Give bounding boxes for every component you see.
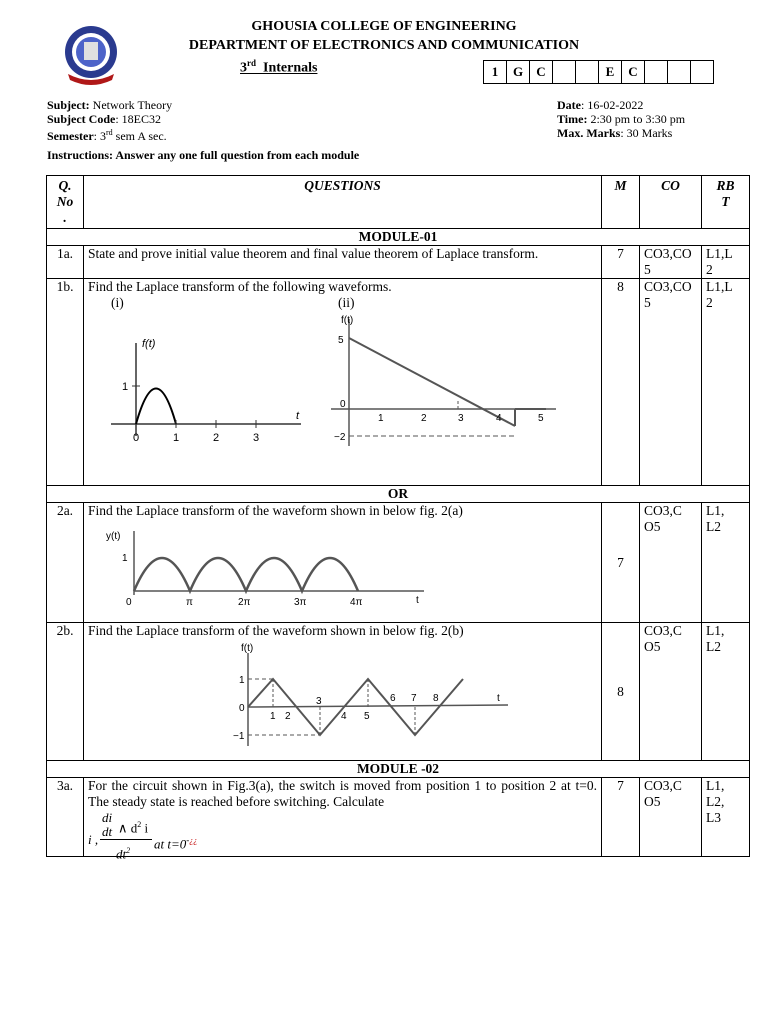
fig-2b-xtick: 1 (270, 711, 276, 722)
question-text: Find the Laplace transform of the following waveforms. (88, 279, 392, 294)
fig-ii-xtick: 2 (421, 413, 427, 424)
fig-2b-xtick: 8 (433, 693, 439, 704)
eq-i: i , (88, 832, 99, 847)
eq-num: di (102, 810, 113, 825)
question-number: 1a. (47, 246, 84, 279)
fig-i-xtick: 3 (253, 432, 260, 444)
question-row-1a (47, 246, 750, 279)
question-text: Find the Laplace transform of the waveform shown in below fig. 2(a) (88, 503, 463, 518)
exam-meta-right: Date: 16-02-2022 Time: 2:30 pm to 3:30 pm Max. Marks: 30 Marks (557, 98, 686, 140)
question-marks: 8 (602, 279, 640, 486)
fig-2a-xtick: 0 (126, 597, 132, 608)
question-co: CO3,CO 5 (640, 279, 702, 486)
fig-2a-xtick: 4π (350, 597, 363, 608)
fig-2b-ylabel: f(t) (241, 643, 254, 654)
fig-i-xtick: 0 (133, 432, 140, 444)
fig-2b-ytick: 1 (239, 675, 245, 686)
question-number: 2b. (47, 623, 84, 761)
question-marks: 7 (602, 503, 640, 623)
waveform-figure-2a (104, 523, 434, 608)
question-co: CO3,C O5 (640, 623, 702, 761)
fig-2b-xlabel: t (497, 693, 500, 704)
questions-table (46, 175, 750, 862)
or-divider: OR (47, 486, 750, 503)
module-heading: MODULE-01 (47, 229, 750, 246)
question-rbt: L1, L2 (702, 503, 750, 623)
question-content (84, 778, 602, 862)
usn-box (691, 61, 714, 84)
fig-2a-xtick: 2π (238, 597, 251, 608)
fig-i-ylabel: f(t) (142, 338, 156, 350)
eq-and: ∧ $d^2$ i (118, 820, 149, 836)
question-row-2b (47, 623, 750, 761)
question-rbt: L1,L 2 (702, 246, 750, 279)
question-number: 1b. (47, 279, 84, 486)
question-content (84, 503, 602, 623)
eq-fraction-bar (100, 839, 152, 840)
header-rbt: RB T (702, 176, 750, 229)
waveform-figure-i (106, 331, 306, 446)
question-marks: 7 (602, 246, 640, 279)
fig-2b-xtick: 2 (285, 711, 291, 722)
question-rbt: L1,L 2 (702, 279, 750, 486)
usn-box: E (599, 61, 622, 84)
fig-ii-xtick: 5 (538, 413, 544, 424)
fig-ii-ytick: 5 (338, 335, 344, 346)
fig-i-xtick: 2 (213, 432, 220, 444)
fig-2b-xtick: 6 (390, 693, 396, 704)
fig-2a-xtick: 3π (294, 597, 307, 608)
header-qno: Q. No . (47, 176, 84, 229)
module-heading: MODULE -02 (47, 761, 750, 778)
college-name: GHOUSIA COLLEGE OF ENGINEERING (251, 19, 517, 34)
question-number: 3a. (47, 778, 84, 857)
question-row-1b (47, 279, 750, 486)
eq-den: dt (102, 824, 113, 839)
fig-ii-xtick: 3 (458, 413, 464, 424)
fig-ii-ytick: −2 (334, 432, 346, 443)
fig-ii-xtick: 1 (378, 413, 384, 424)
fig-i-xtick: 1 (173, 432, 180, 444)
question-text: State and prove initial value theorem and final value theorem of Laplace transform. (84, 246, 602, 279)
fig-2a-ylabel: y(t) (106, 531, 121, 542)
fig-ii-xtick: 4 (496, 413, 502, 424)
fig-ii-ylabel: f(t) (341, 315, 354, 326)
fig-2b-xtick: 5 (364, 711, 370, 722)
fig-ii-ytick: 0 (340, 399, 346, 410)
usn-box: C (622, 61, 645, 84)
usn-boxes (483, 60, 714, 84)
question-rbt: L1, L2 (702, 623, 750, 761)
fig-2b-ytick: 0 (239, 703, 245, 714)
usn-box (645, 61, 668, 84)
fig-label-ii: (ii) (338, 295, 355, 310)
question-number: 2a. (47, 503, 84, 623)
exam-meta-left: Subject: Network Theory Subject Code: 18EC32 Semester: 3rd sem A sec. (47, 98, 173, 143)
question-text: Find the Laplace transform of the waveform shown in below fig. 2(b) (88, 623, 464, 638)
fig-i-xlabel: t (296, 410, 300, 422)
question-content (84, 623, 602, 761)
college-logo (58, 22, 124, 88)
header-marks: M (602, 176, 640, 229)
eq-at: at t=0-¿¿ (154, 835, 198, 852)
department-name: DEPARTMENT OF ELECTRONICS AND COMMUNICATION (188, 38, 580, 53)
usn-box (576, 61, 599, 84)
fig-label-i: (i) (111, 295, 124, 310)
header-questions: QUESTIONS (84, 176, 602, 229)
table-header-row (47, 176, 750, 229)
question-marks: 7 (602, 778, 640, 857)
question-row-2a (47, 503, 750, 623)
usn-box (668, 61, 691, 84)
usn-box (553, 61, 576, 84)
usn-box: C (530, 61, 553, 84)
question-co: CO3,C O5 (640, 778, 702, 857)
question-text: For the circuit shown in Fig.3(a), the switch is moved from position 1 to position 2 at t=0. The steady state is reached before switching. Calculate (88, 778, 597, 809)
fig-i-ytick: 1 (122, 381, 129, 393)
fig-2a-xlabel: t (416, 595, 419, 606)
question-content (84, 279, 602, 486)
fig-2b-xtick: 7 (411, 693, 417, 704)
fig-2b-xtick: 4 (341, 711, 347, 722)
fig-2b-xtick: 3 (316, 696, 322, 707)
waveform-figure-ii (326, 311, 566, 451)
question-co: CO3,C O5 (640, 503, 702, 623)
eq-den2: $dt^2$ (116, 846, 131, 862)
equation (88, 810, 597, 862)
exam-title: 3rd Internals (240, 58, 318, 76)
fig-2a-xtick: π (186, 597, 193, 608)
instructions: Instructions: Answer any one full question from each module (47, 148, 360, 162)
waveform-figure-2b (213, 641, 513, 751)
question-marks: 8 (602, 623, 640, 761)
question-row-3a (47, 778, 750, 857)
header-co: CO (640, 176, 702, 229)
question-co: CO3,CO 5 (640, 246, 702, 279)
usn-box: G (507, 61, 530, 84)
usn-box: 1 (484, 61, 507, 84)
fig-2a-ytick: 1 (122, 553, 128, 564)
fig-2b-ytick: −1 (233, 731, 245, 742)
question-rbt: L1, L2, L3 (702, 778, 750, 857)
